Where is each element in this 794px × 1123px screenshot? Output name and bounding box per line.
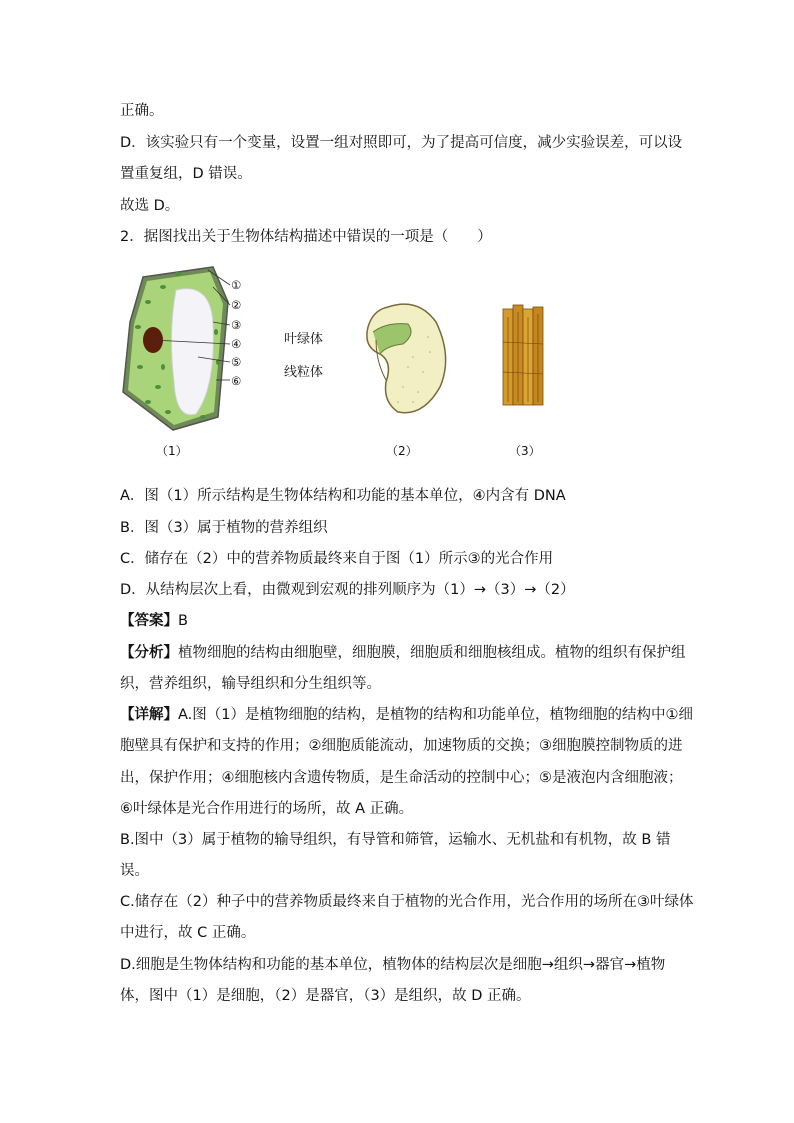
text-line-3: 置重复组，D 错误。 [120,166,252,182]
answer-line [120,611,680,631]
plant-cell-diagram [123,267,230,430]
detail-d-line-1: D.细胞是生物体结构和功能的基本单位，植物体的结构层次是细胞→组织→器官→植物 [120,957,666,973]
label-2: ② [231,298,242,312]
label-5: ⑤ [231,355,242,369]
option-b: B．图（3）属于植物的营养组织 [120,520,328,536]
analysis-text-1: 植物细胞的结构由细胞壁，细胞膜，细胞质和细胞核组成。植物的组织有保护组 [178,645,686,661]
detail-tag: 【详解】 [120,707,178,723]
side-label-mitochondria: 线粒体 [284,365,324,380]
detail-text-1: A.图（1）是植物细胞的结构，是植物的结构和功能单位，植物细胞的结构中①细 [178,707,693,723]
option-a: A．图（1）所示结构是生物体结构和功能的基本单位，④内含有 DNA [120,488,566,504]
tissue-diagram [503,305,543,405]
answer-tag: 【答案】 [120,613,178,629]
detail-b-line-2: 误。 [120,863,149,879]
option-c: C．储存在（2）中的营养物质最终来自于图（1）所示③的光合作用 [120,551,554,567]
figure-drawing [118,262,578,462]
caption-1: （1） [156,444,188,458]
detail-line-1 [120,705,693,725]
label-3: ③ [231,318,242,332]
detail-b-line-1: B.图中（3）属于植物的输导组织，有导管和筛管，运输水、无机盐和有机物，故 B 错 [120,832,671,848]
label-6: ⑥ [231,374,242,388]
analysis-line-1 [120,643,686,663]
analysis-line-2: 织，营养组织，输导组织和分生组织等。 [120,676,381,692]
text-line-4: 故选 D。 [120,198,180,214]
answer-value: B [178,613,188,629]
detail-c-line-2: 中进行，故 C 正确。 [120,925,256,941]
analysis-tag: 【分析】 [120,645,178,661]
detail-d-line-2: 体，图中（1）是细胞，（2）是器官，（3）是组织，故 D 正确。 [120,988,531,1004]
text-line-1: 正确。 [120,103,164,119]
label-1: ① [231,278,242,292]
figure [118,262,578,462]
label-4: ④ [231,337,242,351]
caption-3: （3） [509,444,541,458]
side-label-chloroplast: 叶绿体 [284,332,324,347]
seed-diagram [367,304,446,413]
detail-line-3: 出，保护作用；④细胞核内含遗传物质，是生命活动的控制中心；⑤是液泡内含细胞液； [120,770,683,786]
detail-line-2: 胞壁具有保护和支持的作用；②细胞质能流动，加速物质的交换；③细胞膜控制物质的进 [120,738,683,754]
question-2: 2．据图找出关于生物体结构描述中错误的一项是（ ） [120,229,492,245]
option-d: D．从结构层次上看，由微观到宏观的排列顺序为（1）→（3）→（2） [120,582,575,598]
text-line-2: D．该实验只有一个变量，设置一组对照即可，为了提高可信度，减少实验误差，可以设 [120,135,683,151]
detail-line-4: ⑥叶绿体是光合作用进行的场所，故 A 正确。 [120,801,414,817]
detail-c-line-1: C.储存在（2）种子中的营养物质最终来自于植物的光合作用，光合作用的场所在③叶绿体 [120,894,694,910]
caption-2: （2） [386,444,418,458]
